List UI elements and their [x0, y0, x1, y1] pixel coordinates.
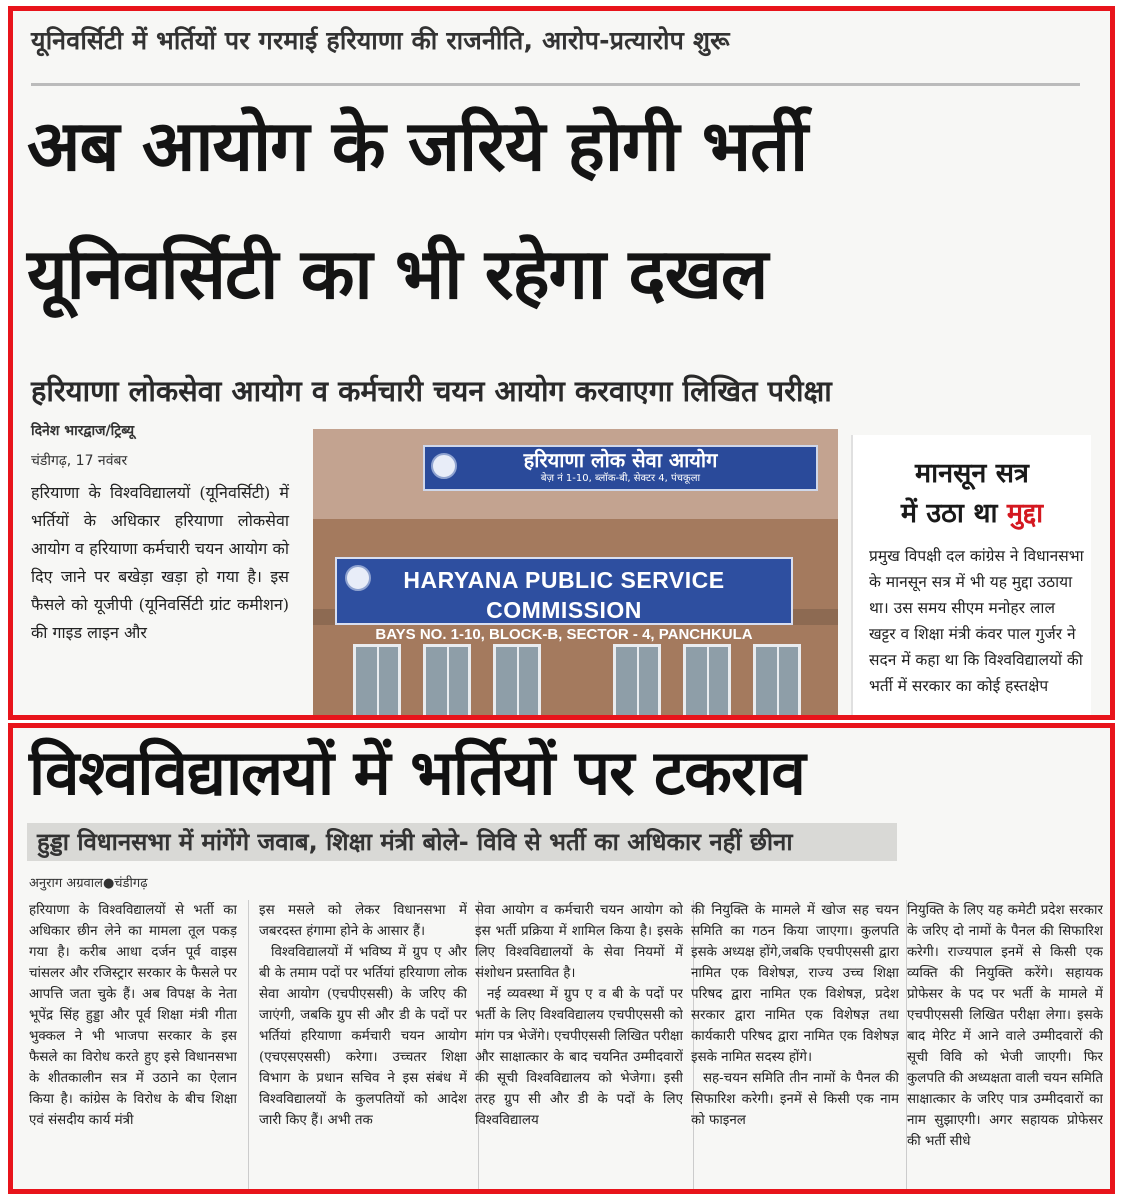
- newspaper-clipping-bottom: [8, 723, 1115, 1194]
- paragraph: नई व्यवस्था में ग्रुप ए व बी के पदों पर भर्ती के लिए विश्वविद्यालय एचपीएससी को मांग पत्र भेजेंगे। एचपीएससी लिखित परीक्षा और साक्षात्कार के बाद चयनित उम्मीदवारों की सूची विश्वविद्यालय को भेजेगा। इसी तरह ग्रुप सी और डी के पदों के लिए विश्वविद्यालय: [475, 987, 683, 1128]
- hindi-signboard: [423, 445, 818, 491]
- article-columns: [29, 900, 1107, 1190]
- paragraph: सेवा आयोग व कर्मचारी चयन आयोग को इस भर्ती प्रक्रिया में शामिल किया है। इसके लिए विश्वविद्यालयों के सेवा नियमों में संशोधन प्रस्तावित है।: [475, 903, 683, 981]
- paragraph: नियुक्ति के लिए यह कमेटी प्रदेश सरकार के जरिए दो नामों के पैनल की सिफारिश करेगी। राज्यपाल इनमें से किसी एक व्यक्ति की नियुक्ति करेंगे। सहायक प्रोफेसर के पद पर भर्ती के मामले में एचपीएससी लिखित परीक्षा लेगा। इसके बाद मेरिट में आने वाले उम्मीदवारों की सूची विवि को भेजी जाएगी। फिर कुलपति की अध्यक्षता वाली चयन समिति साक्षात्कार के जरिए पात्र उम्मीदवारों का नाम सुझाएगी। अगर सहायक प्रोफेसर की भर्ती सीधे: [907, 903, 1103, 1149]
- paragraph: सह-चयन समिति तीन नामों के पैनल की सिफारिश करेगी। इनमें से किसी एक नाम को फाइनल: [691, 1071, 899, 1128]
- byline: अनुराग अग्रवाल●चंडीगढ़: [29, 876, 148, 891]
- headline-line-1: अब आयोग के जरिये होगी भर्ती: [27, 105, 808, 187]
- window: [353, 644, 401, 720]
- dateline: चंडीगढ़, 17 नवंबर: [31, 453, 128, 469]
- sidebar-title-line-2: [853, 493, 1091, 530]
- article-body: हरियाणा के विश्वविद्यालयों (यूनिवर्सिटी) में भर्तियों के अधिकार हरियाणा लोकसेवा आयोग व हरियाणा कर्मचारी चयन आयोग को दिए जाने पर बखेड़ा खड़ा हो गया है। इस फैसले को यूजीपी (यूनिवर्सिटी ग्रांट कमीशन) की गाइड लाइन और: [31, 483, 289, 642]
- window: [423, 644, 471, 720]
- emblem-icon: [345, 565, 371, 591]
- sidebar-body: प्रमुख विपक्षी दल कांग्रेस ने विधानसभा के मानसून सत्र में भी यह मुद्दा उठाया था। उस समय सीएम मनोहर लाल खट्टर व शिक्षा मंत्री कंवर पाल गुर्जर ने सदन में कहा था कि विश्वविद्यालयों की भर्ती में सरकार का कोई हस्तक्षेप: [869, 547, 1084, 695]
- article-column-2: [259, 900, 467, 1190]
- commission-building-photo: [313, 429, 838, 720]
- window: [753, 644, 801, 720]
- paragraph: की नियुक्ति के मामले में खोज सह चयन समिति का गठन किया जाएगा। कुलपति इसके अध्यक्ष होंगे,जबकि एचपीएससी द्वारा नामित एक विशेषज्ञ, राज्य उच्च शिक्षा परिषद द्वारा नामित एक विशेषज्ञ, प्रदेश सरकार द्वारा नामित एक विशेषज्ञ तथा कार्यकारी परिषद द्वारा नामित एक विशेषज्ञ इसके नामित सदस्य होंगे।: [691, 903, 899, 1065]
- subheadline: हुड्डा विधानसभा में मांगेंगे जवाब, शिक्षा मंत्री बोले- विवि से भर्ती का अधिकार नहीं छीना: [27, 823, 897, 861]
- divider: [31, 83, 1080, 86]
- article-column-4: [691, 900, 899, 1190]
- article-column-5: [907, 900, 1103, 1190]
- hindi-sign-address: बेज़ नं 1-10, ब्लॉक-बी, सेक्टर 4, पंचकूला: [540, 473, 701, 484]
- paragraph: हरियाणा के विश्वविद्यालयों से भर्ती का अधिकार छीन लेने का मामला तूल पकड़ गया है। करीब आधा दर्जन पूर्व वाइस चांसलर और रजिस्ट्रार सरकार के फैसले पर आपत्ति जता चुके हैं। अब विपक्ष के नेता भूपेंद्र सिंह हुड्डा और पूर्व शिक्षा मंत्री गीता भुक्कल ने भी भाजपा सरकार के इस फैसले का विरोध करते हुए इसे विधानसभा के शीतकालीन सत्र में उठाने का ऐलान किया है। कांग्रेस के विरोध के बीच शिक्षा एवं संसदीय कार्य मंत्री: [29, 903, 237, 1128]
- newspaper-clipping-top: [8, 6, 1115, 720]
- kicker-line: यूनिवर्सिटी में भर्तियों पर गरमाई हरियाणा की राजनीति, आरोप-प्रत्यारोप शुरू: [31, 26, 730, 55]
- window: [613, 644, 661, 720]
- paragraph: विश्वविद्यालयों में भविष्य में ग्रुप ए और बी के तमाम पदों पर भर्तियां हरियाणा लोक सेवा आयोग (एचपीएससी) के जरिए की जाएंगी, जबकि ग्रुप सी और डी के पदों पर भर्तियां हरियाणा कर्मचारी चयन आयोग (एचएसएससी) करेगा। उच्चतर शिक्षा विभाग के प्रधान सचिव ने इस संबंध में विश्वविद्यालयों के कुलपतियों को आदेश जारी किए हैं। अभी तक: [259, 945, 467, 1128]
- english-sign-address: BAYS NO. 1-10, BLOCK-B, SECTOR - 4, PANCHKULA: [375, 626, 753, 643]
- paragraph: इस मसले को लेकर विधानसभा में जबरदस्त हंगामा होने के आसार हैं।: [259, 903, 467, 939]
- sidebar-title-prefix: में उठा था: [900, 498, 998, 529]
- article-column-3: [475, 900, 683, 1190]
- column-divider: [248, 900, 249, 1190]
- sidebar-title-line-1: मानसून सत्र: [915, 458, 1029, 489]
- emblem-icon: [431, 453, 457, 479]
- hindi-sign-text: हरियाणा लोक सेवा आयोग: [523, 448, 718, 472]
- headline-line-2: यूनिवर्सिटी का भी रहेगा दखल: [27, 233, 768, 315]
- window: [683, 644, 731, 720]
- byline: दिनेश भारद्वाज/ट्रिब्यू: [31, 423, 135, 439]
- window: [493, 644, 541, 720]
- sidebar-title-highlight: मुद्दा: [1006, 498, 1044, 529]
- english-sign-text: HARYANA PUBLIC SERVICE COMMISSION: [403, 567, 725, 623]
- headline: विश्वविद्यालयों में भर्तियों पर टकराव: [29, 736, 805, 809]
- subheadline: हरियाणा लोकसेवा आयोग व कर्मचारी चयन आयोग करवाएगा लिखित परीक्षा: [31, 374, 832, 408]
- english-signboard: [335, 557, 793, 643]
- article-column-1: [29, 900, 237, 1190]
- sidebar-box: [851, 435, 1091, 720]
